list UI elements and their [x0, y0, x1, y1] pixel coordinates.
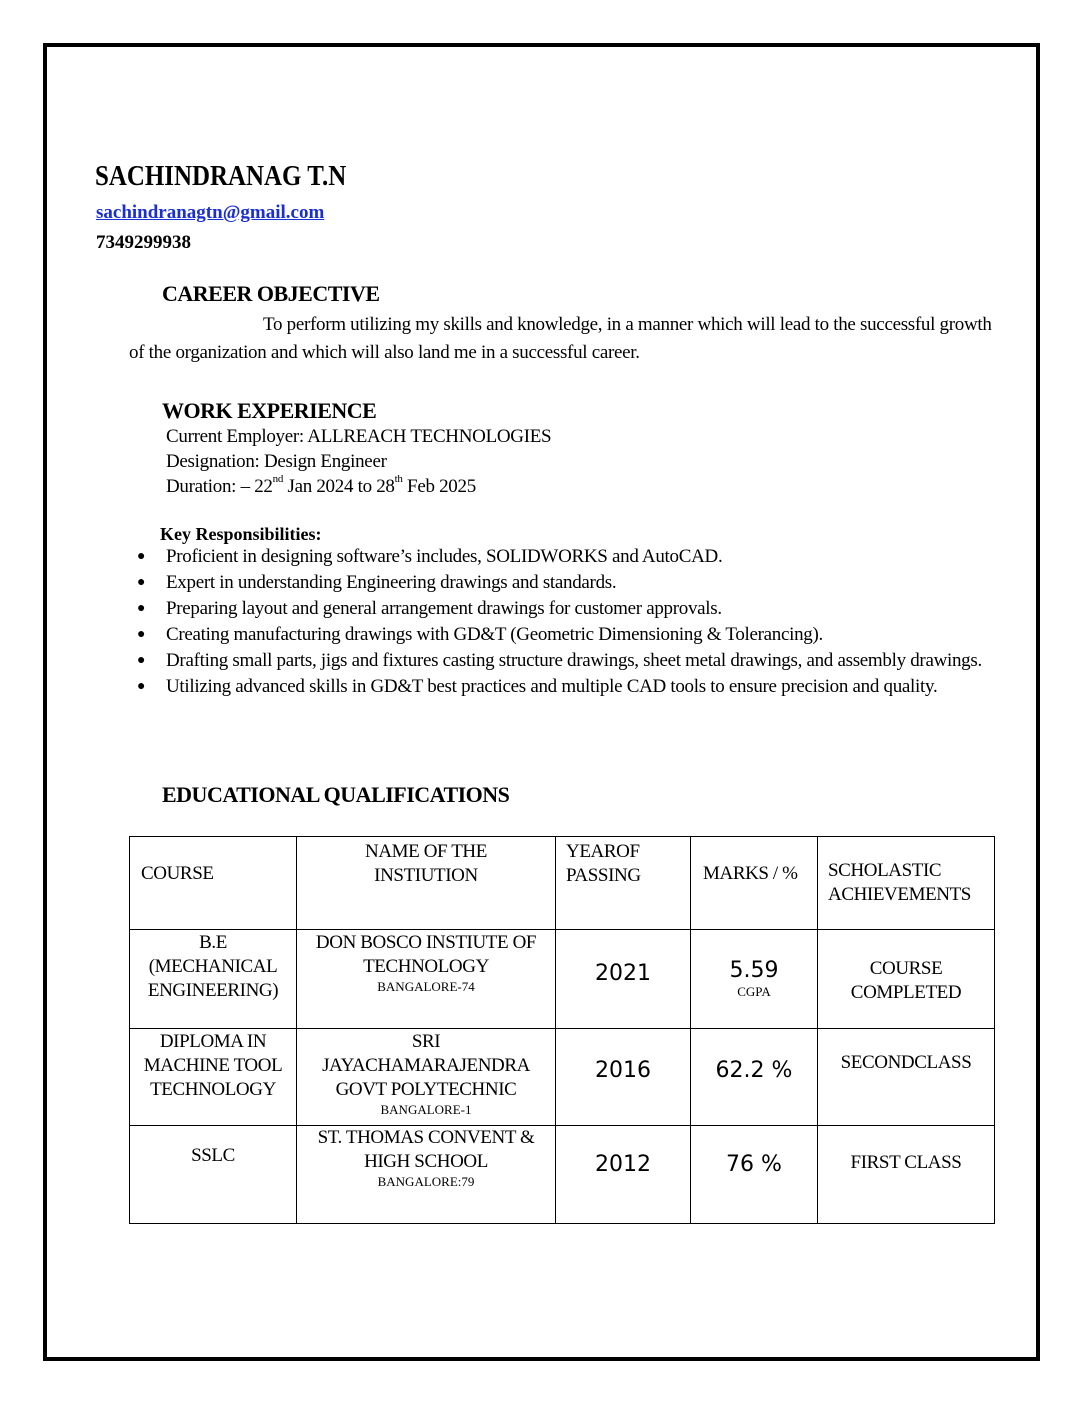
responsibilities-list: [129, 545, 1009, 701]
list-item: ● Drafting small parts, jigs and fixtures casting structure drawings, sheet metal drawings, and assembly drawings.: [137, 650, 982, 671]
year-cell: 2021: [556, 930, 691, 1029]
bullet-icon: ●: [137, 549, 146, 564]
course-cell: B.E (MECHANICAL ENGINEERING): [130, 930, 297, 1029]
bullet-icon: ●: [137, 627, 146, 642]
header-marks: MARKS / %: [691, 837, 818, 930]
career-objective-heading: CAREER OBJECTIVE: [162, 281, 380, 306]
table-row: [130, 1126, 995, 1224]
achievement-cell: FIRST CLASS: [818, 1126, 995, 1224]
table-row: [130, 930, 995, 1029]
header-institution: NAME OF THE INSTIUTION: [297, 837, 556, 930]
designation: Designation: Design Engineer: [166, 451, 387, 472]
header-year: YEAROF PASSING: [556, 837, 691, 930]
achievement-cell: COURSE COMPLETED: [818, 930, 995, 1029]
header-course: COURSE: [130, 837, 297, 930]
year-cell: 2016: [556, 1029, 691, 1126]
list-item: ● Proficient in designing software’s includes, SOLIDWORKS and AutoCAD.: [137, 546, 723, 567]
course-cell: DIPLOMA IN MACHINE TOOL TECHNOLOGY: [130, 1029, 297, 1126]
list-item: ● Preparing layout and general arrangement drawings for customer approvals.: [137, 598, 722, 619]
career-objective-text: To perform utilizing my skills and knowledge, in a manner which will lead to the successful growth of the organization and which will also land me in a successful career.: [129, 314, 992, 363]
institution-cell: ST. THOMAS CONVENT & HIGH SCHOOL BANGALORE:79: [297, 1126, 556, 1224]
email-link[interactable]: sachindranagtn@gmail.com: [96, 202, 325, 223]
marks-cell: 76 %: [691, 1126, 818, 1224]
marks-cell: 5.59 CGPA: [691, 930, 818, 1029]
bullet-icon: ●: [137, 575, 146, 590]
bullet-icon: ●: [137, 679, 146, 694]
education-heading: EDUCATIONAL QUALIFICATIONS: [162, 782, 510, 807]
header-scholastic: SCHOLASTIC ACHIEVEMENTS: [818, 837, 995, 930]
table-row: [130, 1029, 995, 1126]
candidate-name: SACHINDRANAG T.N: [95, 160, 347, 192]
bullet-icon: ●: [137, 653, 146, 668]
list-item: ● Utilizing advanced skills in GD&T best practices and multiple CAD tools to ensure precision and quality.: [137, 676, 938, 697]
institution-cell: SRI JAYACHAMARAJENDRA GOVT POLYTECHNIC BANGALORE-1: [297, 1029, 556, 1126]
table-header-row: [130, 837, 995, 930]
phone-number: 7349299938: [96, 232, 191, 253]
marks-cell: 62.2 %: [691, 1029, 818, 1126]
institution-cell: DON BOSCO INSTIUTE OF TECHNOLOGY BANGALORE-74: [297, 930, 556, 1029]
work-experience-heading: WORK EXPERIENCE: [162, 398, 377, 423]
education-table: [129, 836, 995, 1224]
list-item: ● Expert in understanding Engineering drawings and standards.: [137, 572, 617, 593]
bullet-icon: ●: [137, 601, 146, 616]
year-cell: 2012: [556, 1126, 691, 1224]
duration: Duration: – 22nd Jan 2024 to 28th Feb 2025: [166, 473, 476, 497]
key-responsibilities-label: Key Responsibilities:: [160, 524, 322, 544]
current-employer: Current Employer: ALLREACH TECHNOLOGIES: [166, 426, 552, 447]
list-item: ● Creating manufacturing drawings with GD&T (Geometric Dimensioning & Tolerancing).: [137, 624, 823, 645]
course-cell: SSLC: [130, 1126, 297, 1224]
achievement-cell: SECONDCLASS: [818, 1029, 995, 1126]
